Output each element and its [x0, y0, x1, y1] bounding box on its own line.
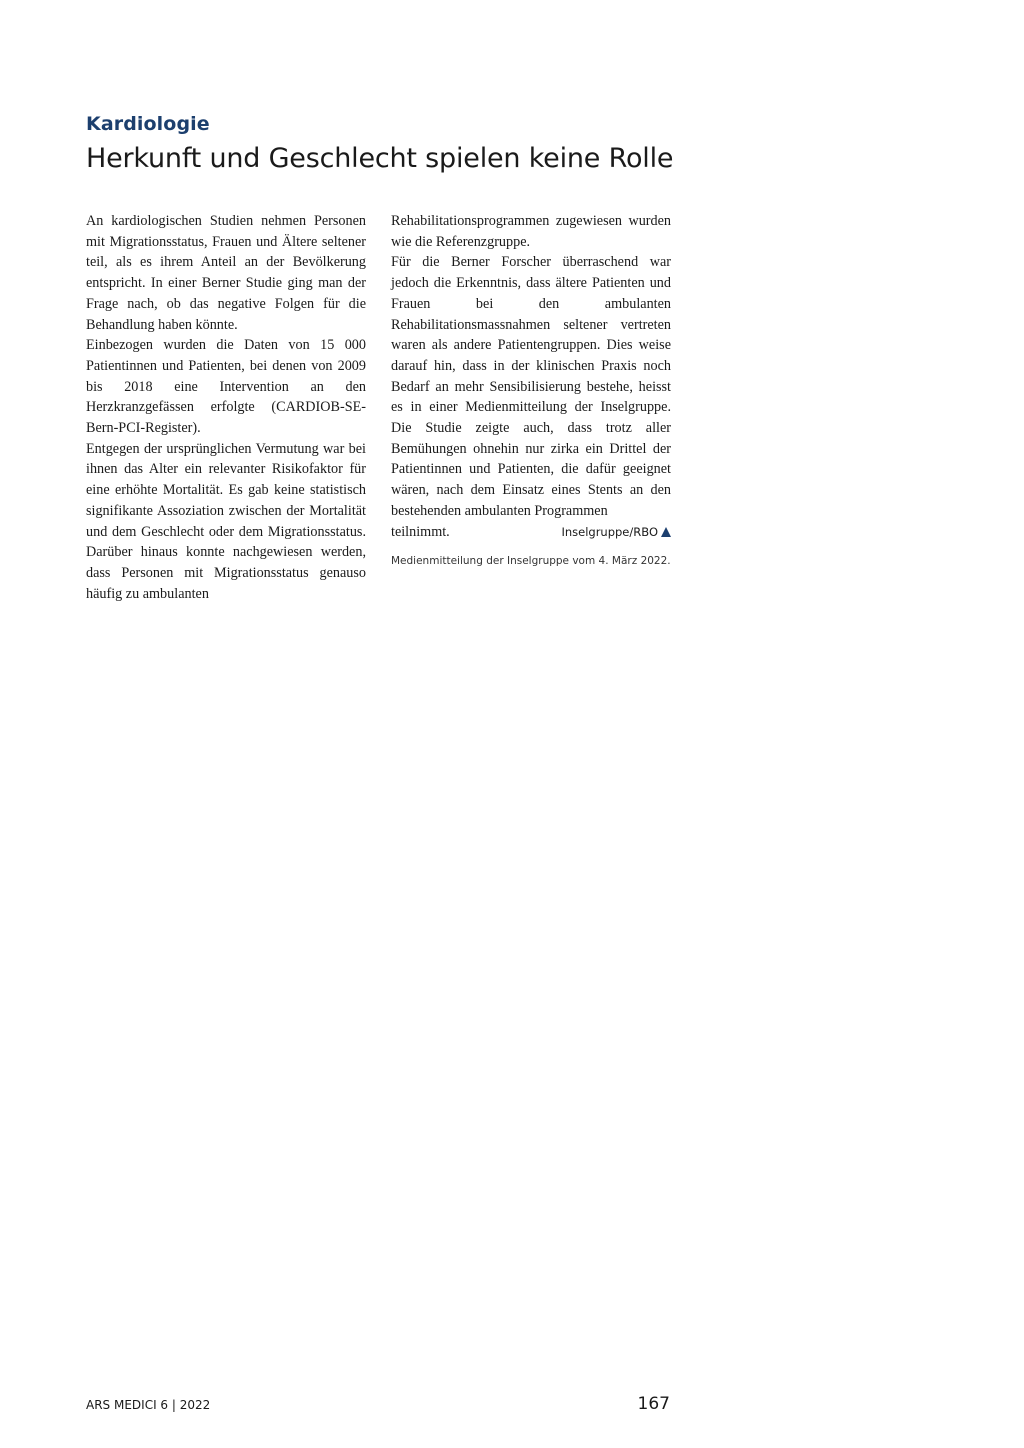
page-number: 167: [637, 1394, 670, 1414]
article-column-right: [391, 211, 671, 569]
source-note: Medienmitteilung der Inselgruppe vom 4. März 2022.: [391, 555, 671, 568]
author-credit: [561, 522, 671, 543]
article-column-left: [86, 211, 366, 604]
footer-journal: ARS MEDICI 6 | 2022: [86, 1398, 211, 1412]
paragraph: Für die Berner Forscher überraschend war jedoch die Erkenntnis, dass ältere Patienten und Frauen bei den ambulanten Rehabilitationsmassnahmen seltener vertreten waren als andere Patientengruppen. Dies weise darauf hin, dass in der klinischen Praxis noch Bedarf an mehr Sensibilisierung bestehe, heisst es in einer Medienmitteilung der Inselgruppe. Die Studie zeigte auch, dass trotz aller Bemühungen ohnehin nur zirka ein Drittel der Patientinnen und Patienten, die dafür geeignet wären, nach dem Einsatz eines Stents an den bestehenden ambulanten Programmen: [391, 254, 671, 519]
triangle-up-icon: [661, 527, 671, 537]
paragraph: Einbezogen wurden die Daten von 15 000 Patientinnen und Patienten, bei denen von 2009 bis 2018 eine Intervention an den Herzkranzgefässen erfolgte (CARDIOB-SE-Bern-PCI-Register).: [86, 337, 366, 437]
author-name: Inselgruppe/RBO: [561, 524, 658, 539]
paragraph-end: teilnimmt.: [391, 523, 450, 540]
paragraph: Entgegen der ursprünglichen Vermutung war bei ihnen das Alter ein relevanter Risikofaktor für eine erhöhte Mortalität. Es gab keine statistisch signifikante Assoziation zwischen der Mortalität und dem Geschlecht oder dem Migrationsstatus. Darüber hinaus konnte nachgewiesen werden, dass Personen mit Migrationsstatus genauso häufig zu ambulanten: [86, 440, 366, 602]
paragraph: Rehabilitationsprogrammen zugewiesen wurden wie die Referenzgruppe.: [391, 213, 671, 250]
signoff-line: [391, 522, 671, 543]
paragraph: An kardiologischen Studien nehmen Personen mit Migrationsstatus, Frauen und Ältere seltener teil, als es ihrem Anteil an der Bevölkerung entspricht. In einer Berner Studie ging man der Frage nach, ob das negative Folgen für die Behandlung haben könnte.: [86, 213, 366, 333]
section-kicker: Kardiologie: [86, 113, 210, 135]
article-title: Herkunft und Geschlecht spielen keine Rolle: [86, 143, 674, 174]
